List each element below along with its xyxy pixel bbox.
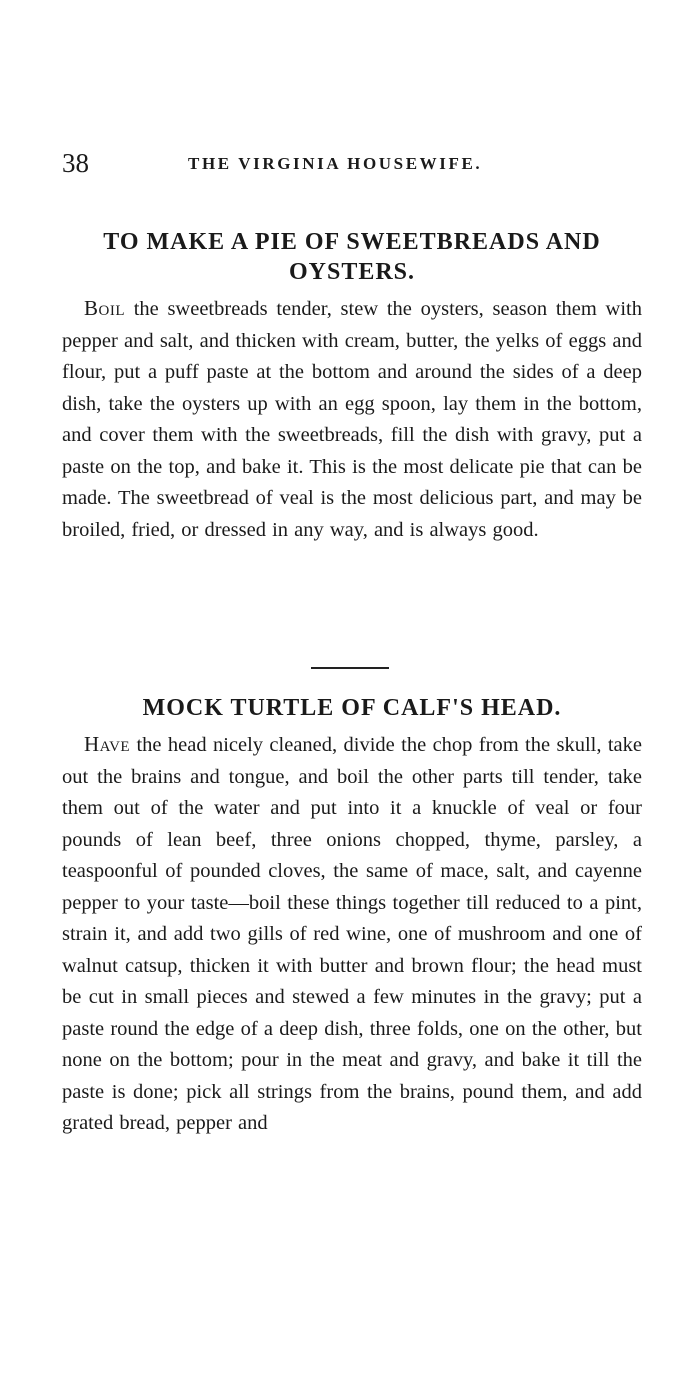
- book-title: THE VIRGINIA HOUSEWIFE.: [188, 154, 483, 173]
- recipe-title: TO MAKE A PIE OF SWEETBREADS AND OYSTERS.: [103, 229, 601, 285]
- recipe-sweetbread-pie: [62, 227, 642, 546]
- recipe-mock-turtle: [62, 693, 642, 1140]
- recipe-text: the sweetbreads tender, stew the oysters, season them with pepper and salt, and thicken with cream, butter, the yelks of eggs and flour, put a puff paste at the bottom and around the sides of a deep dish, take the oysters up with an egg spoon, lay them in the bottom, and cover them with the sweetbreads, fill the dish with gravy, put a paste on the top, and bake it. This is the most delicate pie that can be made. The sweetbread of veal is the most delicious part, and may be broiled, fried, or dressed in any way, and is always good.: [62, 298, 642, 541]
- recipe-title: MOCK TURTLE OF CALF'S HEAD.: [142, 695, 562, 721]
- recipe-first-word: Boil: [84, 296, 125, 320]
- recipe-text: the head nicely cleaned, divide the chop from the skull, take out the brains and tongue, and boil the other parts till tender, take them out of the water and put into it a knuckle of veal or four pounds of lean beef, three onions chopped, thyme, parsley, a teaspoonful of pounded cloves, the same of mace, salt, and cayenne pepper to your taste—boil these things together till reduced to a pint, strain it, and add two gills of red wine, one of mushroom and one of walnut catsup, thicken it with butter and brown flour; the head must be cut in small pieces and stewed a few minutes in the gravy; put a paste round the edge of a deep dish, three folds, one on the other, but none on the bottom; pour in the meat and gravy, and bake it till the paste is done; pick all strings from the brains, pound them, and add grated bread, pepper and: [62, 734, 642, 1134]
- recipe-body: [62, 293, 642, 546]
- page-number: 38: [62, 148, 89, 178]
- recipe-body: [62, 729, 642, 1140]
- running-head: [62, 146, 642, 180]
- section-divider: [311, 667, 389, 669]
- recipe-first-word: Have: [84, 732, 131, 756]
